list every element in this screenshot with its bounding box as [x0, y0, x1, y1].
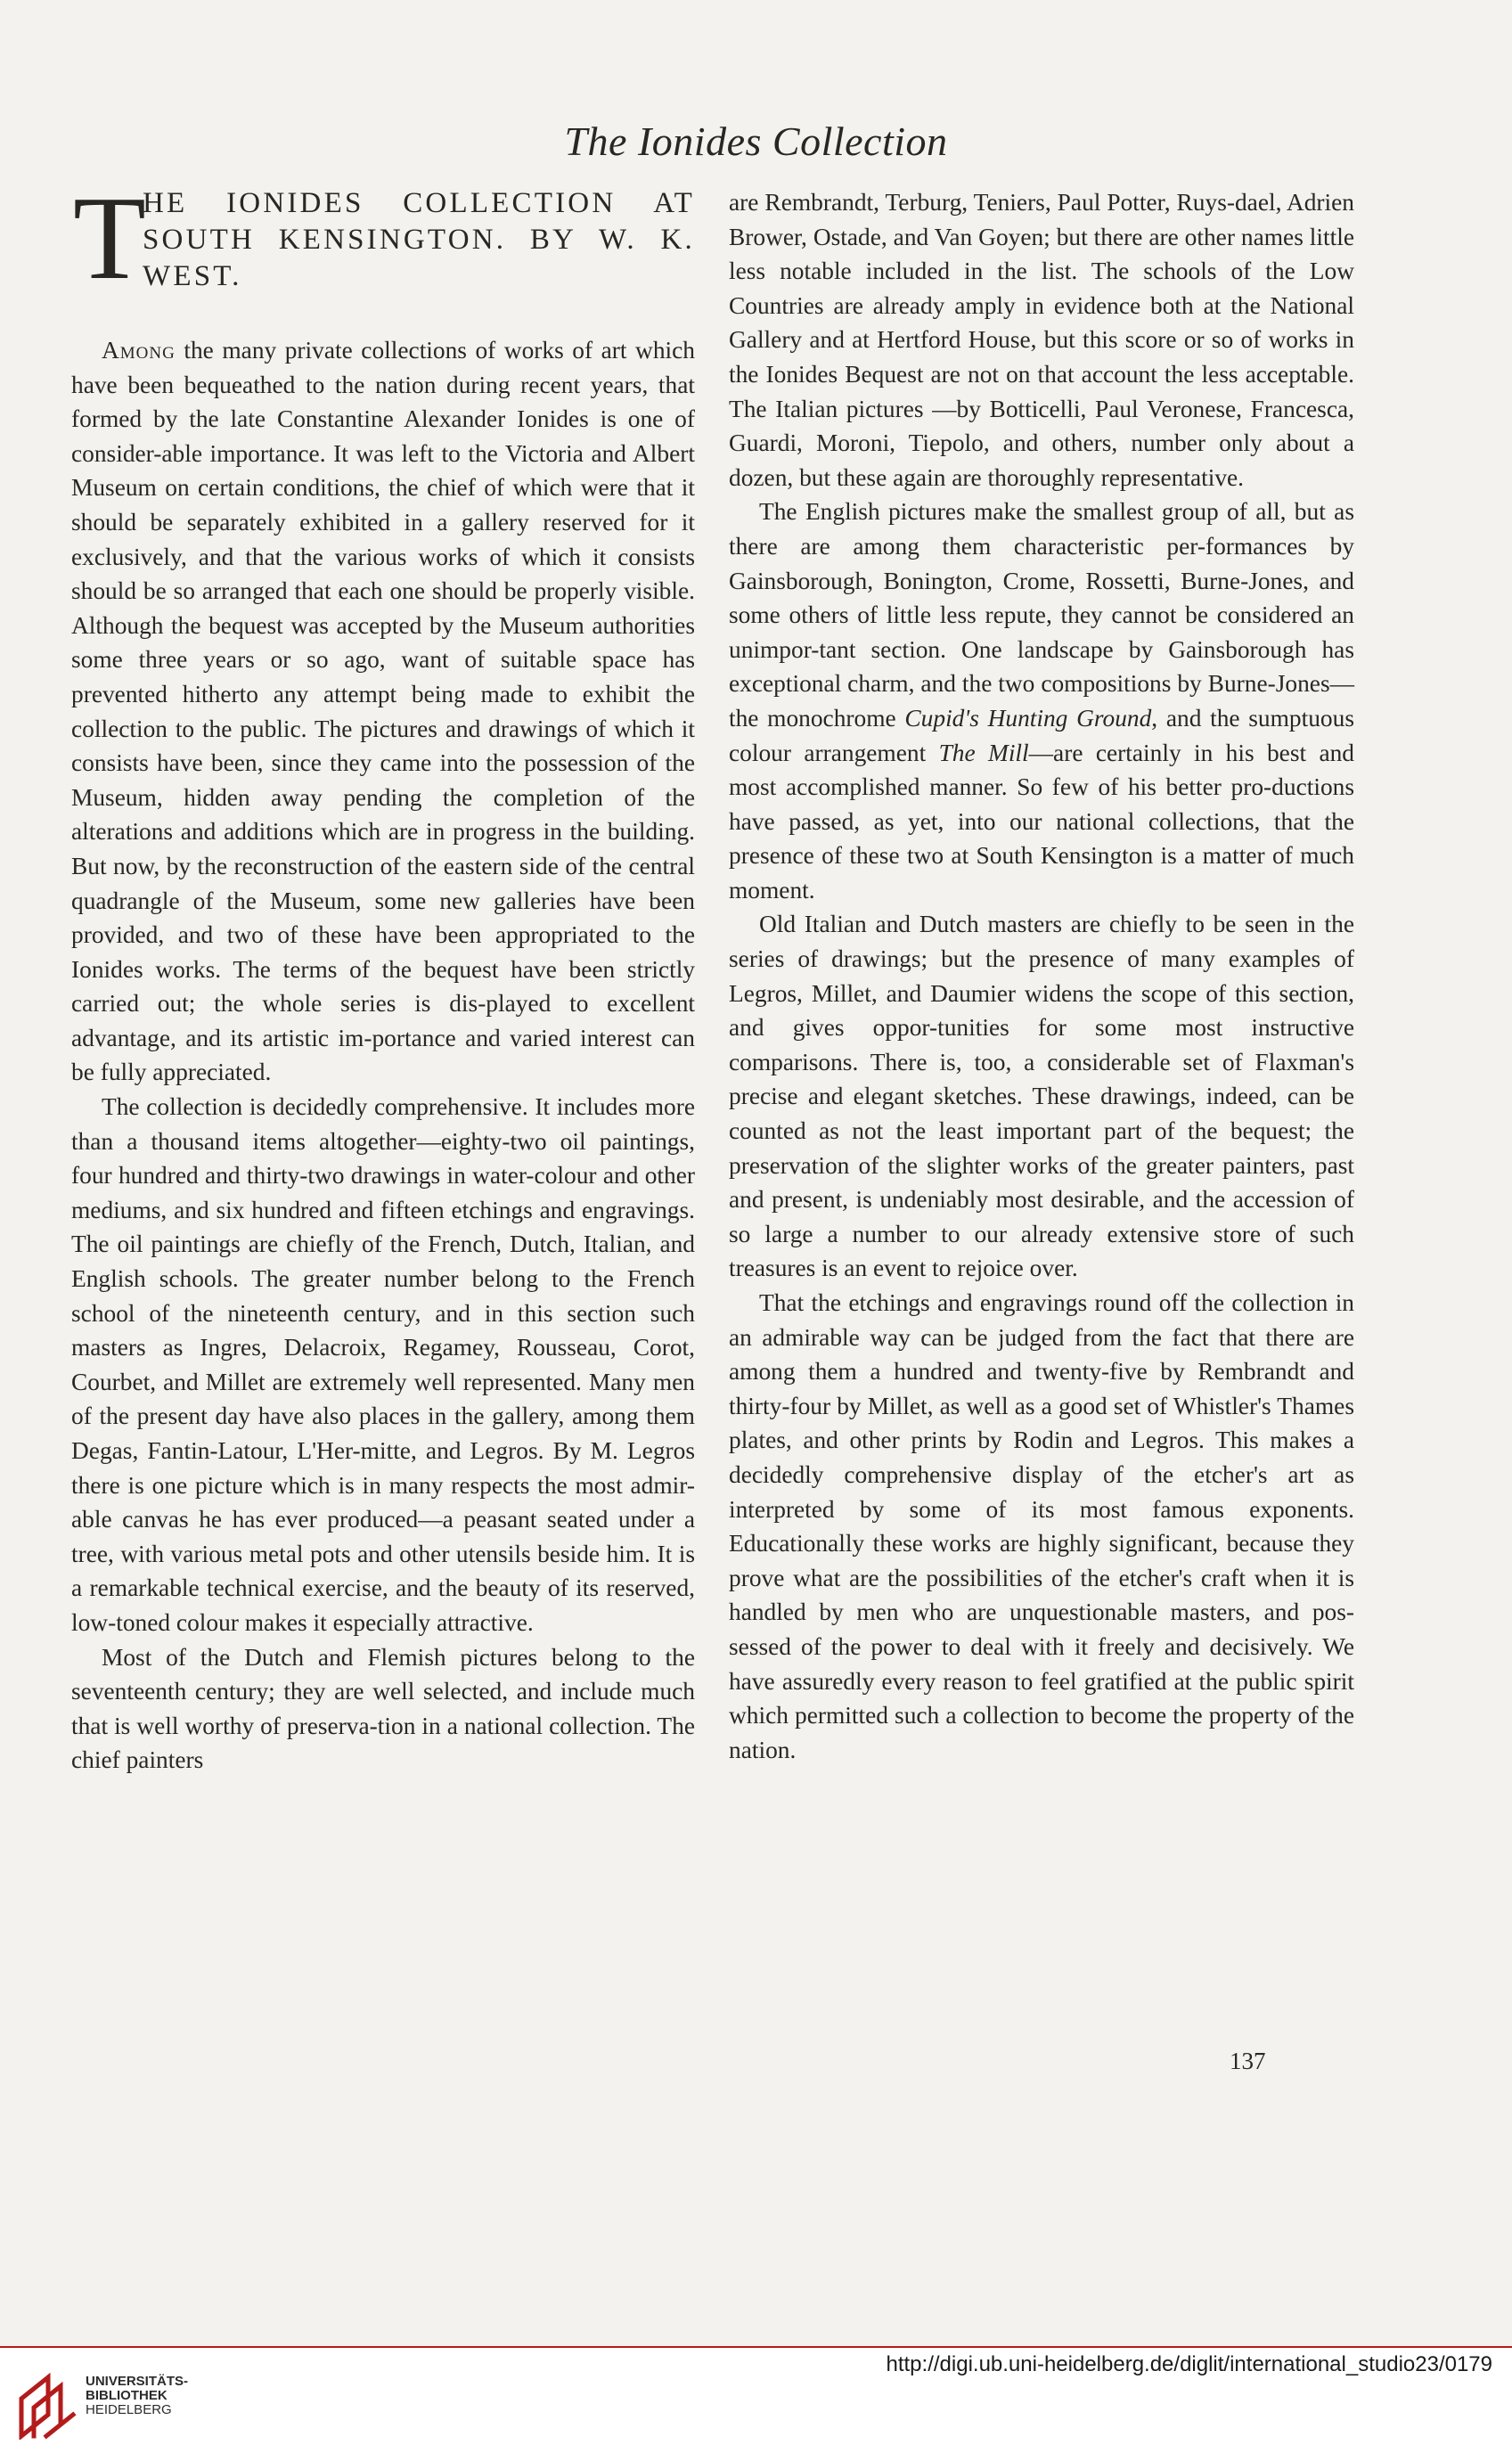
page-number: 137: [1230, 2048, 1266, 2074]
paragraph-text: , and the sumptuous colour arrangement: [729, 704, 1354, 766]
drop-cap: T: [73, 172, 146, 304]
paragraph: [71, 333, 695, 1090]
artwork-title: The Mill: [938, 739, 1029, 766]
article-heading-text: HE IONIDES COLLECTION AT SOUTH KENSINGTON. BY W. K. WEST.: [143, 187, 695, 292]
source-url-link[interactable]: http://digi.ub.uni-heidelberg.de/diglit/international_studio23/0179: [886, 2352, 1492, 2376]
paragraph-text: —are certainly in his best and most accomplished manner. So few of his better pro-ductions have passed, as yet, into our national collections, that the presence of these two at South Kensington is a matter of much moment.: [729, 739, 1354, 904]
library-name-line: UNIVERSITÄTS-: [86, 2374, 189, 2389]
left-column: [71, 172, 695, 1778]
paragraph: Old Italian and Dutch masters are chiefly to be seen in the series of drawings; but the presence of many examples of Legros, Millet, and Daumier widens the scope of this section, and gives oppor-tunities for some most instructive comparisons. There is, too, a considerable set of Flaxman's precise and elegant sketches. These drawings, indeed, can be counted as not the least important part of the bequest; the preservation of the slighter works of the greater painters, past and present, is undeniably most desirable, and the accession of so large a number to our already extensive store of such treasures is an event to rejoice over.: [729, 911, 1354, 1282]
library-name: [86, 2375, 188, 2417]
paragraph-text: the many private collections of works of art which have been bequeathed to the nation during recent years, that formed by the late Constantine Alexander Ionides is one of consider-able importance. It was left to the Victoria and Albert Museum on certain conditions, the chief of which were that it should be separately exhibited in a gallery reserved for it exclusively, and that the various works of which it consists should be so arranged that each one should be properly visible. Although the bequest was accepted by the Museum authorities some three years or so ago, want of suitable space has prevented hitherto any attempt being made to exhibit the collection to the public. The pictures and drawings of which it consists have been, since they came into the possession of the Museum, hidden away pending the completion of the alterations and additions which are in progress in the building. But now, by the reconstruction of the eastern side of the central quadrangle of the Museum, some new galleries have been provided, and two of these have been appropriated to the Ionides works. The terms of the bequest have been strictly carried out; the whole series is dis-played to excellent advantage, and its artistic im-portance and varied interest can be fully appreciated.: [71, 337, 695, 1086]
page-title: The Ionides Collection: [564, 119, 948, 164]
paragraph: are Rembrandt, Terburg, Teniers, Paul Potter, Ruys-dael, Adrien Brower, Ostade, and Van Goyen; but there are other names little less notable included in the list. The schools of the Low Countries are already amply in evidence both at the National Gallery and at Hertford House, but this score or so of works in the Ionides Bequest are not on that account the less acceptable. The Italian pictures —by Botticelli, Paul Veronese, Francesca, Guardi, Moroni, Tiepolo, and others, number only about a dozen, but these again are thoroughly representative.: [729, 189, 1354, 491]
paragraph: Most of the Dutch and Flemish pictures belong to the seventeenth century; they are well selected, and include much that is well worthy of preserva-tion in a national collection. The chief painters: [71, 1643, 695, 1774]
lead-word: Among: [102, 337, 176, 364]
right-column: [729, 185, 1354, 1767]
artwork-title: Cupid's Hunting Ground: [904, 704, 1152, 732]
paragraph: That the etchings and engravings round off the collection in an admirable way can be judged from the fact that there are among them a hundred and twenty-five by Rembrandt and thirty-four by Millet, as well as a good set of Whistler's Thames plates, and other prints by Rodin and Legros. This makes a decidedly comprehensive display of the etcher's art as interpreted by some of its most famous exponents. Educationally these works are highly significant, because they prove what are the possibilities of the etcher's craft when it is handled by men who are unquestionable masters, and pos-sessed of the power to deal with it freely and decisively. We have assuredly every reason to feel gratified at the public spirit which permitted such a collection to become the property of the nation.: [729, 1289, 1354, 1763]
paragraph-text: The English pictures make the smallest group of all, but as there are among them characteristic per-formances by Gainsborough, Bonington, Crome, Rossetti, Burne-Jones, and some others of little less repute, they cannot be considered an unimpor-tant section. One landscape by Gainsborough has exceptional charm, and the two compositions by Burne-Jones—the monochrome: [729, 498, 1354, 732]
library-name-line: BIBLIOTHEK: [86, 2388, 168, 2403]
library-name-line: HEIDELBERG: [86, 2402, 172, 2417]
library-logo-icon: [16, 2372, 78, 2440]
paragraph: The collection is decidedly comprehensive. It includes more than a thousand items altogether—eighty-two oil paintings, four hundred and thirty-two drawings in water-colour and other mediums, and six hundred and fifteen etchings and engravings. The oil paintings are chiefly of the French, Dutch, Italian, and English schools. The greater number belong to the French school of the nineteenth century, and in this section such masters as Ingres, Delacroix, Regamey, Rousseau, Corot, Courbet, and Millet are extremely well represented. Many men of the present day have also places in the gallery, among them Degas, Fantin-Latour, L'Her-mitte, and Legros. By M. Legros there is one picture which is in many respects the most admir-able canvas he has ever produced—a peasant seated under a tree, with various metal pots and other utensils beside him. It is a remarkable technical exercise, and the beauty of its reserved, low-toned colour makes it especially attractive.: [71, 1093, 695, 1636]
article-heading: [71, 172, 695, 328]
paragraph: [729, 495, 1354, 907]
